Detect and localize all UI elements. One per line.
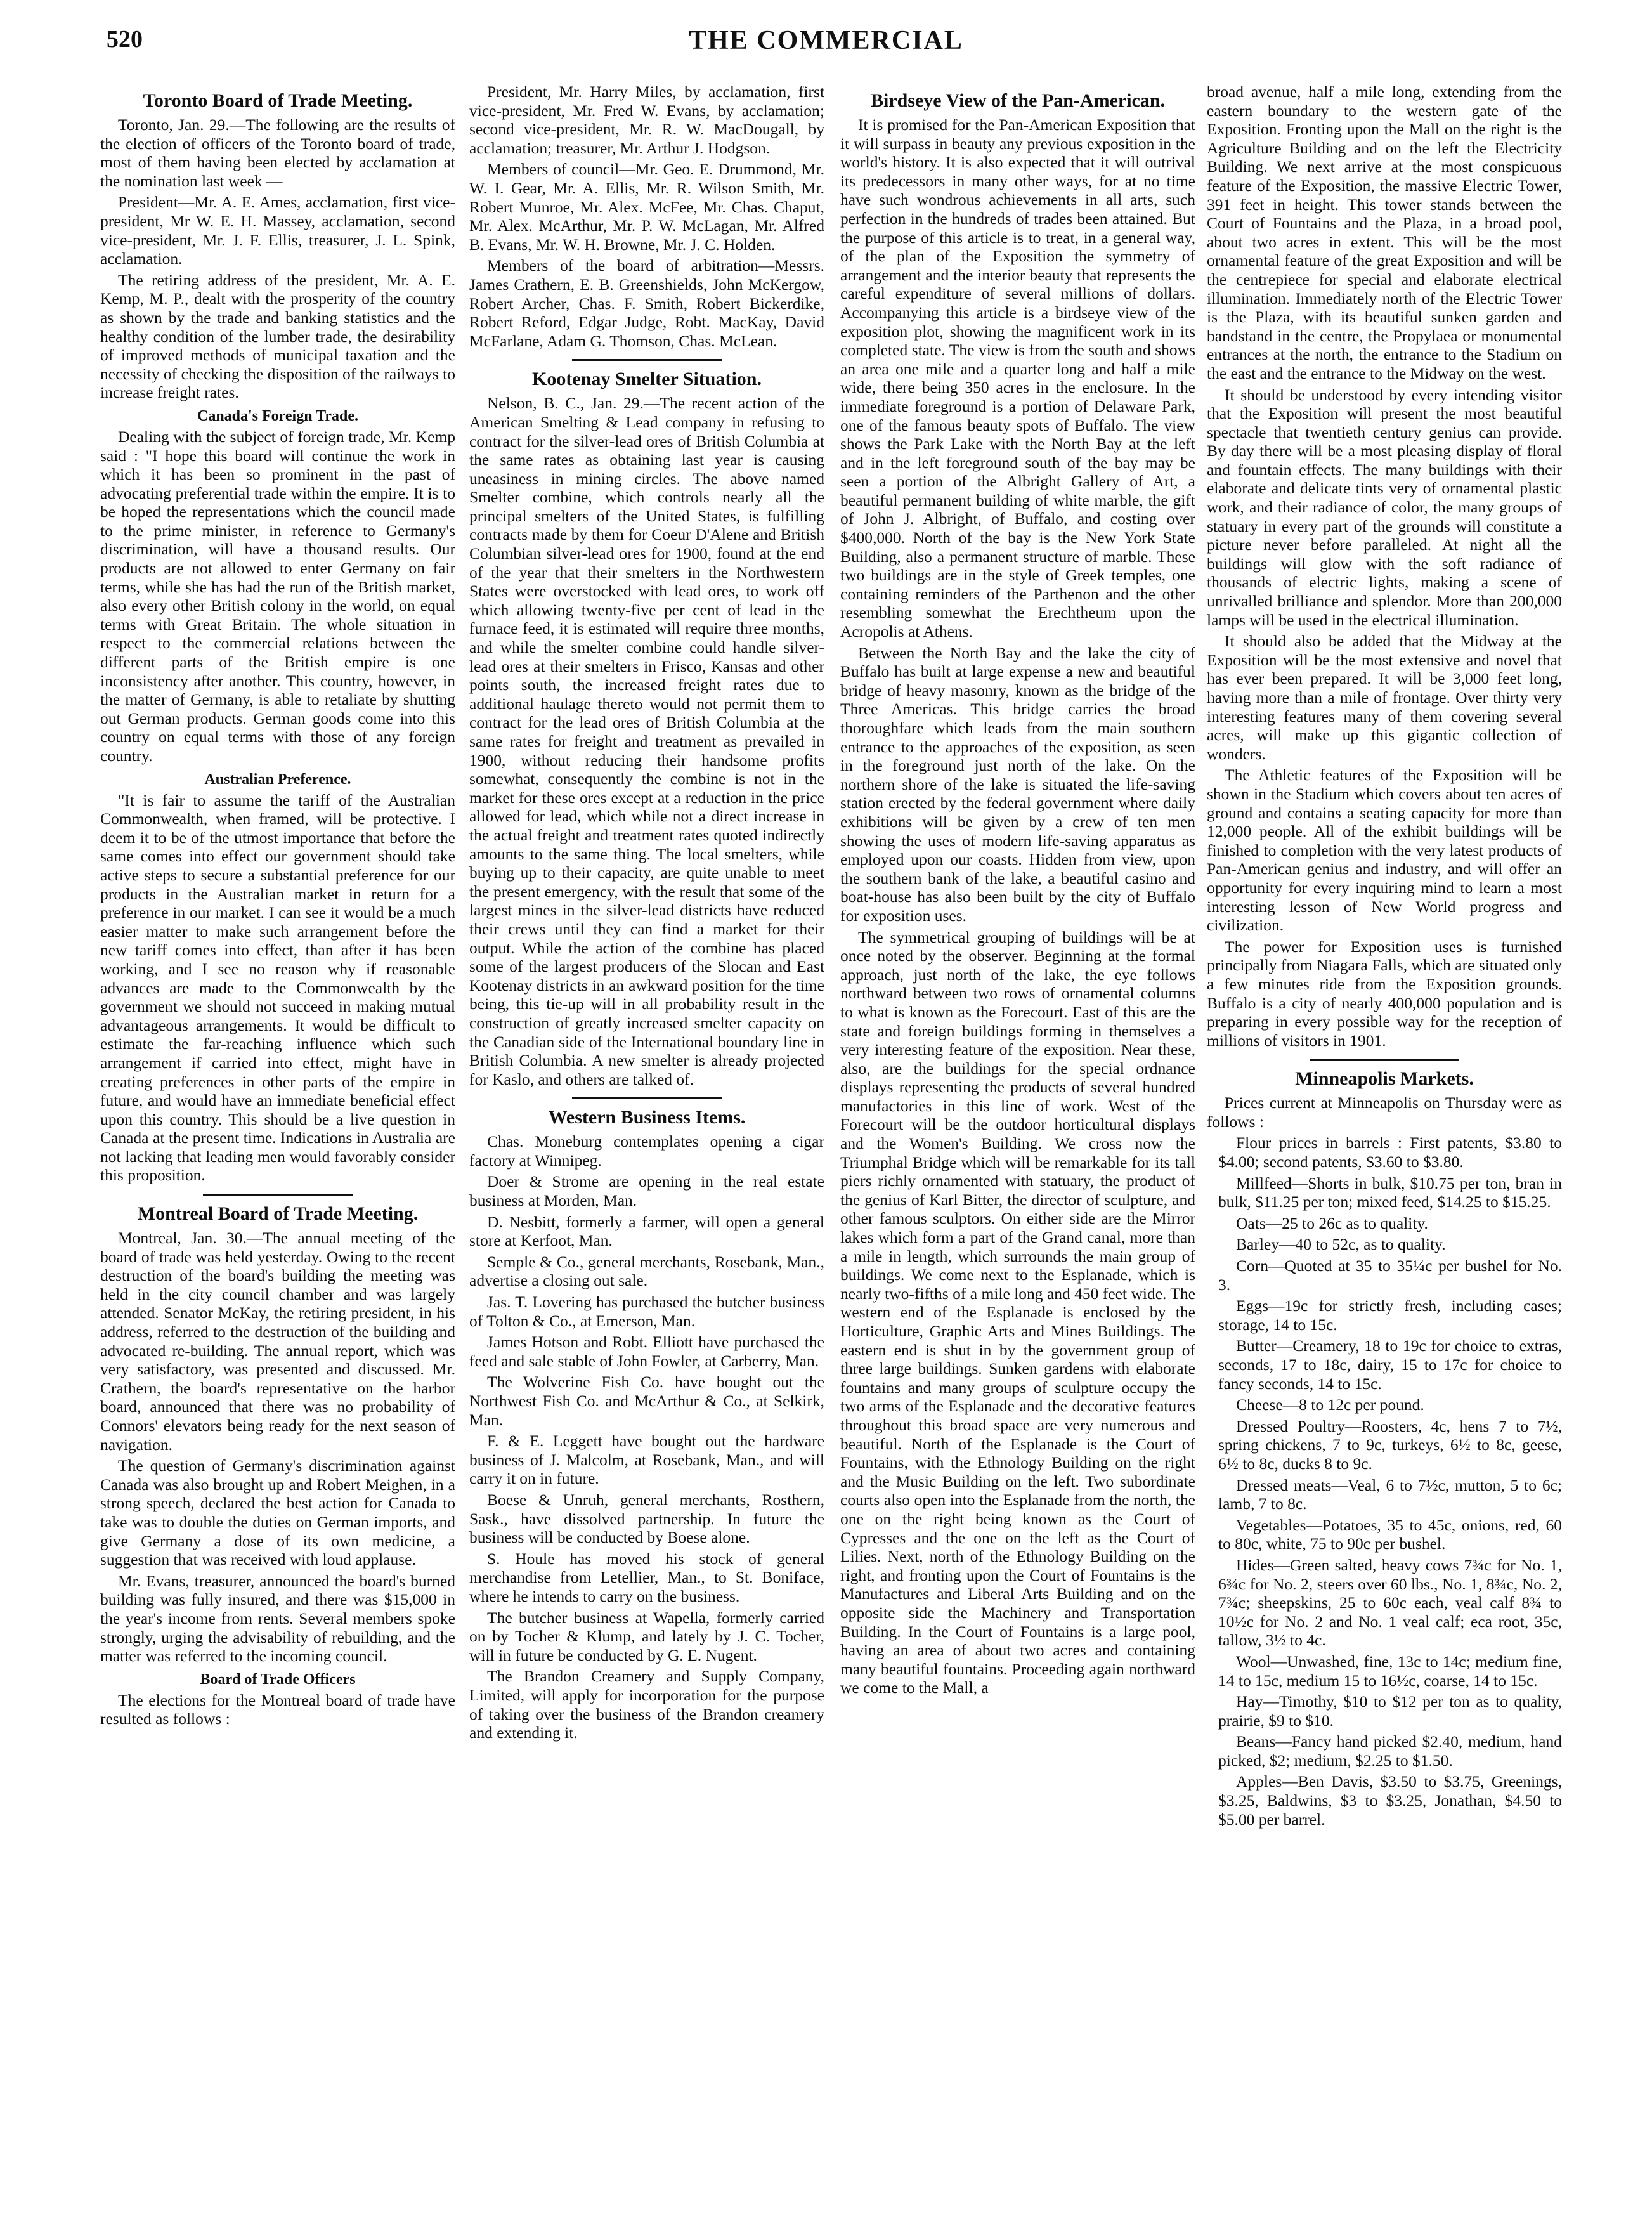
business-item: Jas. T. Lovering has purchased the butcher business of Tolton & Co., at Emerson, Man. [469, 1293, 824, 1330]
business-item: D. Nesbitt, formerly a farmer, will open a general store at Kerfoot, Man. [469, 1212, 824, 1250]
article-paragraph: The symmetrical grouping of buildings will be at once noted by the observer. Beginning at the formal approach, just north of the lake, the eye follows northward between two rows of ornamental columns to what is known as the Forecourt. East of this are the state and foreign buildings forming in themselves a very interesting feature of the exposition. Near these, also, are the buildings for the special ordnance displays representing the products of several hundred manufactories in this line of work. West of the Forecourt will be the outdoor horticultural displays and the Women's Building. We cross now the Triumphal Bridge which will be remarkable for its tall piers richly ornamented with statuary, the product of the genius of Karl Bitter, the director of sculpture, and other famous sculptors. On either side are the Mirror lakes which form a part of the Grand canal, more than a mile in length, which surrounds the main group of buildings. We come next to the Esplanade, which is nearly two-fifths of a mile long and 450 feet wide. The western end of the Esplanade is enclosed by the Horticulture, Graphic Arts and Mines Buildings. The eastern end is shut in by the government group of three large buildings. Sunken gardens with elaborate fountains and many groups of sculpture occupy the two arms of the Esplanade and the decorative features throughout this broad space are very numerous and beautiful. North of the Esplanade is the Court of Fountains, with the Ethnology Building on the right and the Music Building on the left. Two subordinate courts also open into the Esplanade from the north, the one on the right being known as the Court of Cypresses and the one on the left as the Court of Lilies. Next, north of the Ethnology Building on the right, and fronting upon the Court of Fountains is the Manufactures and Liberal Arts Building and on the opposite side the Machinery and Transportation Building. In the Court of Fountains is a large pool, having an area of about two acres and containing many beautiful fountains. Proceeding again northward we come to the Mall, a [840, 927, 1195, 1697]
market-price-item: Eggs—19c for strictly fresh, including cases; storage, 14 to 15c. [1218, 1296, 1562, 1334]
column-3 [840, 82, 1195, 2214]
article-paragraph: It should also be added that the Midway at the Exposition will be the most extensive and novel that has ever been prepared. It will be 3,000 feet long, having more than a mile of frontage. Over thirty very interesting features many of them covering several acres, will make up this gigantic collection of wonders. [1207, 632, 1562, 763]
article-paragraph: Montreal, Jan. 30.—The annual meeting of the board of trade was held yesterday. Owing to the recent destruction of the board's building the meeting was held in the city council chamber and was largely attended. Senator McKay, the retiring president, in his address, referred to the destruction of the building and advocated re-building. The annual report, which was very satisfactory, was presented and discussed. Mr. Crathern, the board's representative on the harbor board, announced that there was no probability of Connors' elevators being ready for the next season of navigation. [100, 1229, 455, 1454]
article-paragraph: It is promised for the Pan-American Exposition that it will surpass in beauty any previous exposition in the world's history. It is also expected that it will outrival its predecessors in many other ways, for at no time have such wondrous achievements in all arts, such perfection in the hundreds of trades been attained. But the purpose of this article is to treat, in a general way, of the plan of the Exposition the symmetry of arrangement and the interior beauty that represents the careful expenditure of several millions of dollars. Accompanying this article is a birdseye view of the exposition plot, showing the magnificent work in its completed state. The view is from the south and shows an area one mile and a quarter long and half a mile wide, there being 350 acres in the enclosure. In the immediate foreground is a portion of Delaware Park, one of the famous beauty spots of Buffalo. The view shows the Park Lake with the North Bay at the left and in the left foreground south of the bay may be seen a portion of the Albright Gallery of Art, a beautiful permanent building of white marble, the gift of John J. Albright, of Buffalo, and costing over $400,000. North of the bay is the New York State Building, also a permanent structure of marble. These two buildings are in the style of Greek temples, one containing reminders of the Parthenon and the other resembling somewhat the Erechtheum upon the Acropolis at Athens. [840, 115, 1195, 641]
article-paragraph: The power for Exposition uses is furnished principally from Niagara Falls, which are situated only a few minutes ride from the Exposition grounds. Buffalo is a city of nearly 400,000 population and is preparing in every possible way for the reception of millions of visitors in 1901. [1207, 937, 1562, 1050]
article-paragraph: Mr. Evans, treasurer, announced the board's burned building was fully insured, and there was $15,000 in the year's income from rents. Several members spoke strongly, urging the advisability of rebuilding, and the matter was referred to the incoming council. [100, 1571, 455, 1666]
article-paragraph: The elections for the Montreal board of trade have resulted as follows : [100, 1690, 455, 1728]
article-paragraph-continued: broad avenue, half a mile long, extending from the eastern boundary to the western gate of the Exposition. Fronting upon the Mall on the right is the Agriculture Building and on the left the Electricity Building. We next arrive at the most conspicuous feature of the Exposition, the massive Electric Tower, 391 feet in height. This tower stands between the Court of Fountains and the Plaza, in a broad pool, about two acres in extent. This will be the most ornamental feature of the great Exposition and will be the centrepiece for special and elaborate electrical illumination. Immediately north of the Electric Tower is the Plaza, with its beautiful sunken garden and bandstand in the centre, the Propylaea or monumental entrances at the north, the entrance to the Stadium on the east and the entrance to the Midway on the west. [1207, 82, 1562, 382]
column-4 [1207, 82, 1562, 2214]
market-price-item: Apples—Ben Davis, $3.50 to $3.75, Greenings, $3.25, Baldwins, $3 to $3.25, Jonathan, $4.50 to $5.00 per barrel. [1218, 1772, 1562, 1829]
article-paragraph: President—Mr. A. E. Ames, acclamation, first vice-president, Mr W. E. H. Massey, acclamation, second vice-president, Mr. J. F. Ellis, treasurer, J. L. Spink, acclamation. [100, 193, 455, 268]
article-title-kootenay: Kootenay Smelter Situation. [532, 369, 762, 390]
business-item: James Hotson and Robt. Elliott have purchased the feed and sale stable of John Fowler, at Carberry, Man. [469, 1333, 824, 1370]
subheading-board-officers: Board of Trade Officers [200, 1671, 356, 1688]
article-paragraph: Between the North Bay and the lake the city of Buffalo has built at large expense a new and beautiful bridge of heavy masonry, known as the bridge of the Three Americas. This bridge carries the broad thoroughfare which leads from the main southern entrance to the approaches of the exposition, as seen in the foreground just north of the lake. On the northern shore of the lake is situated the life-saving station erected by the federal government where daily exhibitions will be given by a crew of ten men showing the uses of modern life-saving apparatus as employed upon our coasts. Hidden from view, upon the southern bank of the lake, a beautiful casino and boat-house has also been built by the city of Buffalo for exposition uses. [840, 643, 1195, 925]
article-paragraph: Dealing with the subject of foreign trade, Mr. Kemp said : "I hope this board will continue the work in which it has been so prominent in the past of advocating preferential trade within the empire. It is to be hoped the representations which the council made to the prime minister, in reference to Germany's discrimination, will have a thousand results. Our products are not allowed to enter Germany on fair terms, while she has had the run of the British market, also every other British colony in the world, on equal terms with Great Britain. The whole situation in respect to the commercial relations between the different parts of the British empire is one inconsistency after another. This country, however, in the matter of Germany, is able to retaliate by shutting out German products. German goods come into this country on equal terms with those of any foreign country. [100, 427, 455, 765]
business-item: The Wolverine Fish Co. have bought out the Northwest Fish Co. and McArthur & Co., at Selkirk, Man. [469, 1373, 824, 1429]
article-title-montreal: Montreal Board of Trade Meeting. [137, 1203, 419, 1225]
market-price-item: Wool—Unwashed, fine, 13c to 14c; medium fine, 14 to 15c, medium 15 to 16½c, coarse, 14 to 15c. [1218, 1652, 1562, 1690]
market-price-item: Oats—25 to 26c as to quality. [1236, 1213, 1428, 1232]
market-intro: Prices current at Minneapolis on Thursday were as follows : [1207, 1093, 1562, 1131]
section-divider [203, 1194, 352, 1196]
business-item: Doer & Strome are opening in the real estate business at Morden, Man. [469, 1172, 824, 1210]
article-paragraph: The question of Germany's discrimination against Canada was also brought up and Robert Meighen, in a strong speech, declared the best action for Canada to take was to double the duties on German imports, and give Germany a dose of its own medicine, a suggestion that was received with loud applause. [100, 1456, 455, 1569]
article-title-toronto: Toronto Board of Trade Meeting. [143, 90, 413, 111]
market-price-item: Vegetables—Potatoes, 35 to 45c, onions, red, 60 to 80c, white, 75 to 90c per bushel. [1218, 1515, 1562, 1553]
business-item: Boese & Unruh, general merchants, Rosthern, Sask., have dissolved partnership. In future the business will be conducted by Boese alone. [469, 1490, 824, 1547]
market-price-item: Hay—Timothy, $10 to $12 per ton as to quality, prairie, $9 to $10. [1218, 1692, 1562, 1730]
business-item: F. & E. Leggett have bought out the hardware business of J. Malcolm, at Rosebank, Man., and will carry it on in future. [469, 1432, 824, 1488]
business-item: Chas. Moneburg contemplates opening a cigar factory at Winnipeg. [469, 1132, 824, 1170]
article-paragraph: Members of the board of arbitration—Messrs. James Crathern, E. B. Greenshields, John McKergow, Robert Archer, Chas. F. Smith, Robert Bickerdike, Robert Reford, Edgar Judge, Robt. MacKay, David McFarlane, Adam G. Thomson, Chas. McLean. [469, 256, 824, 350]
market-price-item: Butter—Creamery, 18 to 19c for choice to extras, seconds, 17 to 18c, dairy, 15 to 17c for choice to fancy seconds, 14 to 15c. [1218, 1336, 1562, 1393]
article-paragraph: "It is fair to assume the tariff of the Australian Commonwealth, when framed, will be protective. I deem it to be of the utmost importance that before the same comes into effect our government should take active steps to secure a substantial preference for our products in the Australian market in return for a preference in our market. I can see it would be a much easier matter to make such arrangement before the new tariff comes into effect, than after it has been working, and I see no reason why if reasonable advances are made to the Commonwealth by the government we should not succeed in making mutual advantageous arrangements. It would be difficult to estimate the far-reaching influence which such arrangement if carried into effect, might have in creating preferences in other parts of the empire in future, and would have an immediate beneficial effect upon this country. This should be a live question in Canada at the present time. Indications in Australia are not lacking that leading men would favorably consider this proposition. [100, 790, 455, 1185]
column-1 [100, 82, 455, 2214]
column-2 [469, 82, 824, 2214]
section-divider [572, 1097, 721, 1099]
market-price-item: Dressed Poultry—Roosters, 4c, hens 7 to 7½, spring chickens, 7 to 9c, turkeys, 6½ to 8c, geese, 6½ to 8c, ducks 8 to 9c. [1218, 1416, 1562, 1473]
market-price-item: Barley—40 to 52c, as to quality. [1236, 1235, 1446, 1254]
business-item: Semple & Co., general merchants, Rosebank, Man., advertise a closing out sale. [469, 1252, 824, 1290]
article-paragraph: The Athletic features of the Exposition will be shown in the Stadium which covers about ten acres of ground and contains a seating capacity for more than 12,000 people. All of the exhibit buildings will be finished to completion with the very latest products of Pan-American genius and industry, and will offer an opportunity for every inquiring mind to learn a most interesting lesson of New World progress and civilization. [1207, 766, 1562, 935]
market-price-item: Dressed meats—Veal, 6 to 7½c, mutton, 5 to 6c; lamb, 7 to 8c. [1218, 1475, 1562, 1513]
article-title-birdseye: Birdseye View of the Pan-American. [870, 90, 1166, 111]
article-paragraph: President, Mr. Harry Miles, by acclamation, first vice-president, Mr. Fred W. Evans, by acclamation; second vice-president, Mr. R. W. MacDougall, by acclamation; treasurer, Mr. Arthur J. Hodgson. [469, 82, 824, 157]
subheading-canada-foreign-trade: Canada's Foreign Trade. [197, 407, 359, 424]
market-price-item: Hides—Green salted, heavy cows 7¾c for No. 1, 6¾c for No. 2, steers over 60 lbs., No. 1, 8¾c, No. 2, 7¾c; sheepskins, 25 to 60c each, veal calf 8¾ to 10½c for No. 2 and No. 1 veal calf; eca root, 35c, tallow, 3½ to 4c. [1218, 1555, 1562, 1650]
article-paragraph: The retiring address of the president, Mr. A. E. Kemp, M. P., dealt with the prosperity of the country as shown by the trade and banking statistics and the healthy condition of the lumber trade, the desirability of improved methods of municipal taxation and the necessity of checking the disposition of the railways to increase freight rates. [100, 270, 455, 402]
article-paragraph: It should be understood by every intending visitor that the Exposition will present the most beautiful spectacle that twentieth century genius can provide. By day there will be a most pleasing display of floral and fountain effects. The many buildings with their elaborate and delicate tints very of ornamental plastic work, and their radiance of color, the many groups of statuary in every part of the grounds will constitute a picture never before paralleled. At night all the buildings will glow with the soft radiance of thousands of electric lights, making a scene of unrivalled brilliance and splendor. More than 200,000 lamps will be used in the electrical illumination. [1207, 385, 1562, 629]
market-price-item: Millfeed—Shorts in bulk, $10.75 per ton, bran in bulk, $11.25 per ton; mixed feed, $14.25 to $15.25. [1218, 1173, 1562, 1211]
market-price-item: Cheese—8 to 12c per pound. [1236, 1395, 1424, 1414]
market-price-item: Flour prices in barrels : First patents, $3.80 to $4.00; second patents, $3.60 to $3.80. [1218, 1133, 1562, 1171]
article-paragraph: Toronto, Jan. 29.—The following are the results of the election of officers of the Toronto board of trade, most of them having been elected by acclamation at the nomination last week — [100, 115, 455, 190]
business-item: The butcher business at Wapella, formerly carried on by Tocher & Klump, and lately by J. C. Tocher, will in future be conducted by G. E. Nugent. [469, 1608, 824, 1664]
section-divider [1310, 1059, 1459, 1061]
article-paragraph: Nelson, B. C., Jan. 29.—The recent action of the American Smelting & Lead company in refusing to contract for the silver-lead ores of British Columbia at the same rates as obtaining last year is causing uneasiness in mining circles. The above named Smelter combine, which controls nearly all the principal smelters of the United States, is fulfilling contracts made by them for Coeur D'Alene and British Columbian silver-lead ores for 1900, found at the end of the year that their smelters in the Northwestern States were overstocked with lead ores, to work off which allowing twenty-five per cent of lead in the furnace feed, it is estimated will require three months, and while the smelter combine could handle silver-lead ores at their smelters in Frisco, Kansas and other points south, the increased freight rates due to additional haulage thereto would not permit them to contract for the lead ores of British Columbia at the same rates for freight and treatment as prevailed in 1900, without reducing their handsome profits somewhat, consequently the combine is not in the market for these ores except at a reduction in the price allowed for lead, which while not a direct increase in the actual freight and treatment rates quoted indirectly amounts to the same thing. The local smelters, while buying up to their capacity, are quite unable to meet the present emergency, with the result that some of the largest mines in the silver-lead districts have reduced their crews until they can find a market for their output. While the action of the combine has placed some of the largest producers of the Slocan and East Kootenay districts in an awkward position for the time being, this tie-up will in all probability result in the construction of greatly increased smelter capacity on the Canadian side of the International boundary line in British Columbia. A new smelter is already projected for Kaslo, and others are talked of. [469, 394, 824, 1088]
section-divider [572, 359, 721, 361]
masthead-title: THE COMMERCIAL [689, 26, 963, 55]
business-item: The Brandon Creamery and Supply Company, Limited, will apply for incorporation for the purpose of taking over the business of the Brandon creamery and extending it. [469, 1667, 824, 1742]
article-title-western-business: Western Business Items. [548, 1107, 746, 1128]
market-price-item: Beans—Fancy hand picked $2.40, medium, hand picked, $2; medium, $2.25 to $1.50. [1218, 1732, 1562, 1770]
subheading-australian-preference: Australian Preference. [204, 771, 351, 788]
business-item: S. Houle has moved his stock of general merchandise from Letellier, Man., to St. Boniface, where he intends to carry on the business. [469, 1549, 824, 1605]
page-number: 520 [107, 26, 143, 53]
page-header [0, 25, 1652, 76]
article-title-minneapolis: Minneapolis Markets. [1295, 1068, 1474, 1090]
market-price-item: Corn—Quoted at 35 to 35¼c per bushel for No. 3. [1218, 1256, 1562, 1294]
article-paragraph: Members of council—Mr. Geo. E. Drummond, Mr. W. I. Gear, Mr. A. Ellis, Mr. R. Wilson Smith, Mr. Robert Munroe, Mr. Alex. McFee, Mr. Chas. Chaput, Mr. Alex. McArthur, Mr. P. W. McLagan, Mr. Alfred B. Evans, Mr. W. H. Browne, Mr. J. C. Holden. [469, 160, 824, 254]
